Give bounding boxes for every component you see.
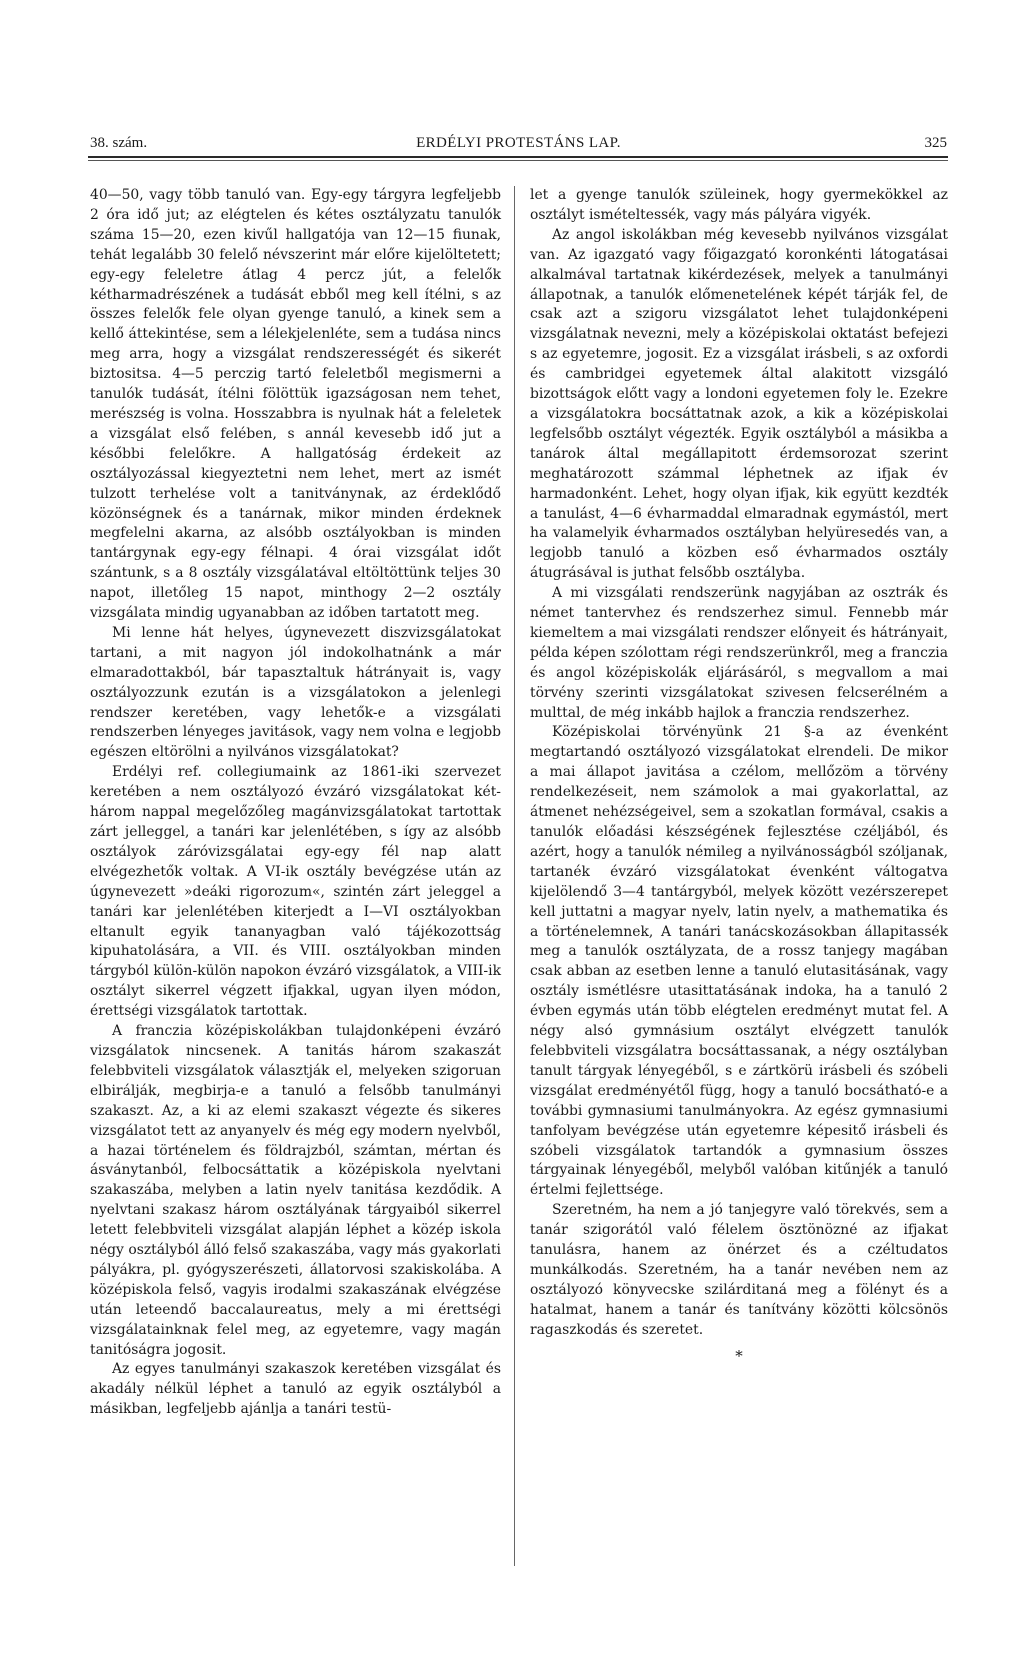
left-column-paragraph: A franczia középiskolákban tulajdonképeni évzáró vizsgálatok nincsenek. A tanitás három szakaszát felebbviteli vizsgálatok választják el, melyeken szigoruan elbirálják, megbirja-e a tanuló a felsőbb tanulmányi szakaszt. Az, a ki az elemi szakaszt végezte és sikeres vizsgálatot tett az anyanyelv és még egy modern nyelvből, a hazai történelem és földrajzból, számtan, mértan és ásványtanból, felbocsáttatik a középiskola nyelvtani szakaszába, melyben a latin nyelv tanitása kezdődik. A nyelvtani szakasz három osztályának tárgyaiból sikerrel letett felebbviteli vizsgálat alapján léphet a közép iskola négy osztályból álló felső szakaszába, vagy más gyakorlati pályákra, pl. gyógyszerészeti, állatorvosi szakiskolába. A középiskola felső, vagyis irodalmi szakaszának elvégzése után leteendő baccalaureatus, mely a mi érettségi vizsgálatainknak felel meg, az egyetemre, vagy magán tanitóságra jogosit.: [90, 1023, 501, 1358]
right-column-paragraph: A mi vizsgálati rendszerünk nagyjában az osztrák és német tantervhez és rendszerhez simul. Fennebb már kiemeltem a mai vizsgálati rendszer előnyeit és hátrányait, példa képen szólottam régi rendszerünkről, meg a franczia és angol középiskolák eljárásáról, s megvallom a mai törvény szerinti vizsgálatokat szivesen felcserélném a multtal, de még inkább hajlok a franczia rendszerhez.: [530, 585, 948, 721]
right-column: [530, 186, 948, 1366]
header-rule-thick: [88, 156, 948, 158]
publication-title: ERDÉLYI PROTESTÁNS LAP.: [416, 135, 621, 151]
page-number: 325: [924, 135, 947, 151]
right-column-paragraph: Az angol iskolákban még kevesebb nyilvános vizsgálat van. Az igazgató vagy főigazgató koronkénti látogatásai alkalmával tartatnak kikérdezések, melyek a tanulmányi állapotnak, a tanulók előmenetelének képét tárják fel, de csak azt a szigoru vizsgálatot lehet tulajdonképeni vizsgálatnak nevezni, mely a középiskolai oktatást befejezi s az egyetemre, jogosit. Ez a vizsgálat irásbeli, s az oxfordi és cambridgei egyetemek által alakitott vizsgáló bizottságok előtt vagy a londoni egyetemen foly le. Ezekre a vizsgálatokra bocsáttatnak azok, a kik a középiskolai legfelsőbb osztályt végezték. Egyik osztályból a másikba a tanárok által megállapitott érdemsorozat szerint meghatározott számmal léphetnek az ifjak év harmadonként. Lehet, hogy olyan ifjak, kik együtt kezdték a tanulást, 4—6 évharmaddal elmaradnak egymástól, mert ha valamelyik évharmados osztályban helyüresedés van, a legjobb tanuló a közben eső évharmados osztály átugrásával is juthat felsőbb osztályba.: [530, 226, 948, 582]
page-header: [90, 127, 947, 157]
end-mark: *: [735, 1346, 743, 1365]
left-column-paragraph: Mi lenne hát helyes, úgynevezett diszvizsgálatokat tartani, a mit nagyon jól indokolhatnánk a már elmaradottakból, bár tapasztaltuk hátrányait is, vagy osztályozzunk ezután is a vizsgálatokon a jelenlegi rendszer keretében, vagy lehetők-e a vizsgálati rendszerben lényeges javitások, vagy nem volna e legjobb egészen eltörölni a nyilvános vizsgálatokat?: [90, 624, 501, 761]
header-rule-thin: [88, 160, 948, 161]
left-column: [90, 186, 501, 1420]
right-column-paragraph: Középiskolai törvényünk 21 §-a az évenként megtartandó osztályozó vizsgálatokat elrendeli. De mikor a mai állapot javitása a czélom, mellőzöm a törvény rendelkezéseit, nem számolok a mai gyakorlattal, az átmenet nehézségeivel, sem a szokatlan formával, csakis a tanulók előadási készségének fejlesztése czéljából, és azért, hogy a tanulók némileg a nyilvánosságból szóljanak, tartanék évzáró vizsgálatokat évenként váltogatva kijelölendő 3—4 tantárgyból, melyek között vezérszerepet kell juttatni a magyar nyelv, latin nyelv, a mathematika és a történelemnek, A tanári tanácskozásokban állapitassék meg a tanulók osztályzata, de a rossz tanjegy magában csak abban az esetben lenne a tanuló elutasitásának, vagy osztály ismétlésre utasittatásának indoka, ha a tanuló 2 évben egymás után több elégtelen eredményt mutat fel. A négy alsó gymnásium osztályt elvégzett tanulók felebbviteli vizsgálatra bocsáttassanak, a négy osztályban tanult tárgyak lényegéből, s e zártkörü irásbeli és szóbeli vizsgálat eredményétől függ, hogy a tanuló bocsátható-e a további gymnasiumi tanulmányokra. Az egész gymnasiumi tanfolyam bevégzése után egyetemre képesitő irásbeli és szóbeli vizsgálatok tartandók a gymnasium összes tárgyainak lényegéből, melyből valóban kitűnjék a tanuló értelmi fejlettsége.: [530, 724, 948, 1199]
left-column-paragraph: 40—50, vagy több tanuló van. Egy-egy tárgyra legfeljebb 2 óra idő jut; az elégtelen és kétes osztályzatu tanulók száma 15—20, ezen kivűl hallgatója van 12—15 fiunak, tehát legalább 30 felelő névszerint már előre kijelöltetett; egy-egy feleletre átlag 4 percz jút, a felelők kétharmadrészének a tudását ebből meg kell ítélni, s az összes felelők fele olyan gyenge tanuló, a kinek sem a kellő áttekintése, sem a lélekjelenléte, sem a tudása nincs meg arra, hogy a vizsgálat rendszerességét és sikerét biztositsa. 4—5 perczig tartó feleletből megismerni a tanulók tudását, ítélni fölöttük igazságosan nem tehet, merészség is volna. Hosszabbra is nyulnak hát a feleletek a vizsgálat első felében, s annál kevesebb idő jut a későbbi felelőkre. A hallgatóság érdekeit az osztályozással kiegyeztetni nem lehet, mert az ismét tulzott terhelése volt a tanitványnak, az érdeklődő közönségnek és a tanárnak, mikor minden érdeknek megfelelni akarna, az alsóbb osztályokban is minden tantárgynak egy-egy félnapi. 4 órai vizsgálat időt szántunk, s a 8 osztály vizsgálatával eltöltöttünk teljes 30 napot, illetőleg 15 napot, minthogy 2—2 osztály vizsgálata mindig ugyanabban az időben tartatott meg.: [90, 187, 501, 622]
right-column-paragraph: Szeretném, ha nem a jó tanjegyre való törekvés, sem a tanár szigorától való félelem ösztönözné az ifjakat tanulásra, hanem az önérzet és a czéltudatos munkálkodás. Szeretném, ha a tanár nevében nem az osztályozó könyvecske szilárditaná meg a fölényt és a hatalmat, hanem a tanár és tanítvány közötti kölcsönös ragaszkodás és szeretet.: [530, 1202, 948, 1338]
left-column-paragraph: Az egyes tanulmányi szakaszok keretében vizsgálat és akadály nélkül léphet a tanuló az egyik osztályból a másikban, legfeljebb ajánlja a tanári testü-: [90, 1361, 501, 1418]
left-column-paragraph: Erdélyi ref. collegiumaink az 1861-iki szervezet keretében a nem osztályozó évzáró vizsgálatokat két-három nappal megelőzőleg magánvizsgálatokat tartottak zárt jelleggel, a tanári kar jelenlétében, s így az alsóbb osztályok záróvizsgálatai egy-egy fél nap alatt elvégezhetők voltak. A VI-ik osztály bevégzése után az úgynevezett »deáki rigorozum«, szintén zárt jeleggel a tanári kar jelenlétében kiterjedt a I—VI osztályokban eltanult egyik tananyagban való tájékozottság kipuhatolására, a VII. és VIII. osztályokban minden tárgyból külön-külön napokon évzáró vizsgálatok, a VIII-ik osztályt sikerrel végzett ifjakkal, ugyan ilyen módon, érettségi vizsgálatok tartottak.: [90, 764, 501, 1020]
column-divider: [514, 186, 515, 1566]
issue-number: 38. szám.: [90, 135, 148, 151]
right-column-paragraph: let a gyenge tanulók szüleinek, hogy gyermekökkel az osztályt ismételtessék, vagy más pályára vigyék.: [530, 187, 948, 223]
